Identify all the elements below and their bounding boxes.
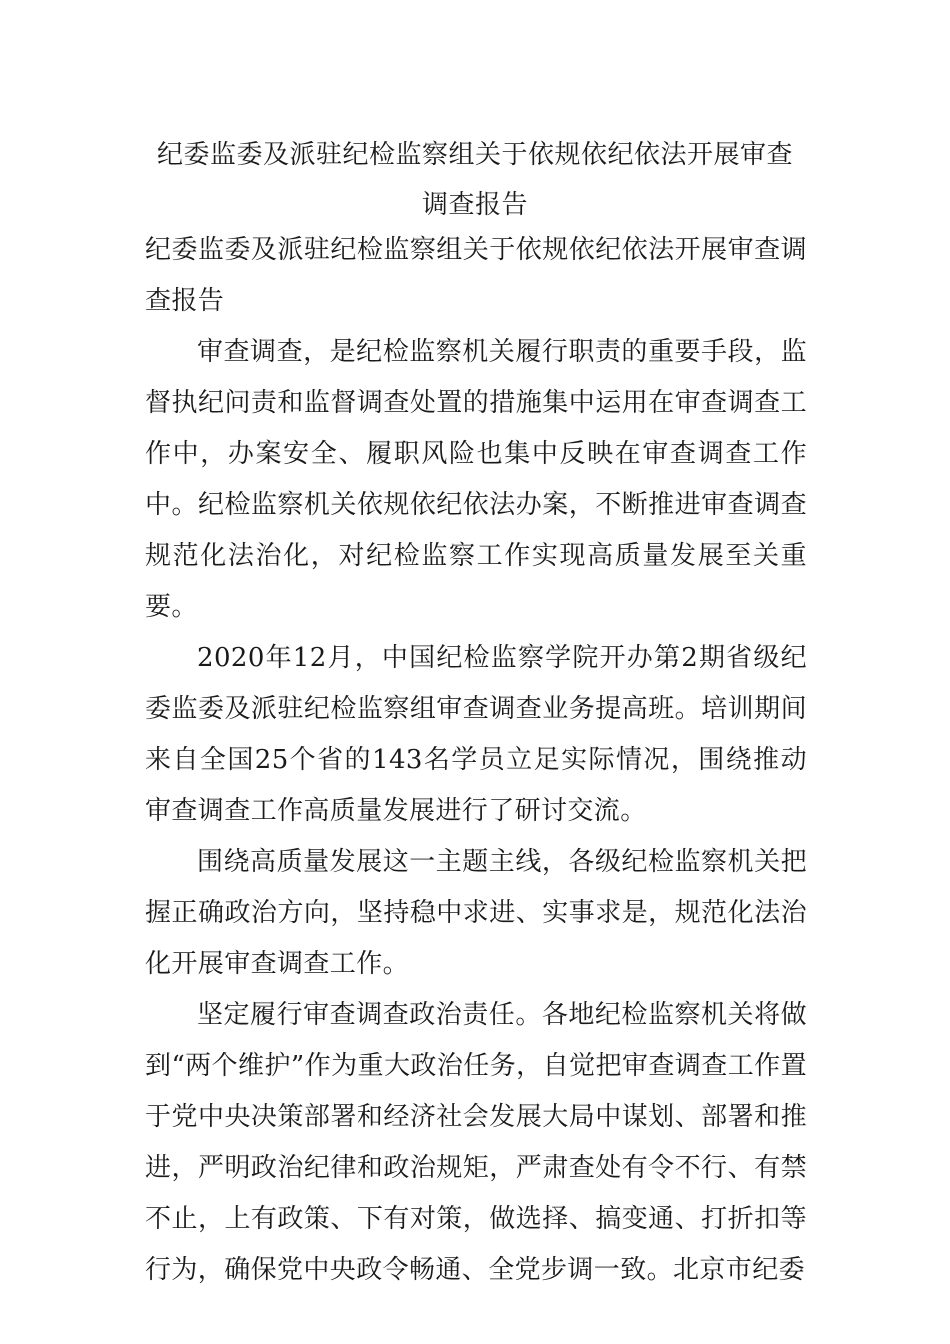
intro-paragraph: 审查调查，是纪检监察机关履行职责的重要手段，监督执纪问责和监督调查处置的措施集中运用在审查调查工作中，办案安全、履职风险也集中反映在审查调查工作中。纪检监察机关依规依纪依法办案，不断推进审查调查规范化法治化，对纪检监察工作实现高质量发展至关重要。	[145, 337, 807, 622]
document-body	[145, 225, 807, 1296]
document-title: 纪委监委及派驻纪检监察组关于依规依纪依法开展审查调查报告	[156, 140, 793, 220]
political-responsibility-paragraph: 坚定履行审查调查政治责任。各地纪检监察机关将做到“两个维护”作为重大政治任务，自觉把审查调查工作置于党中央决策部署和经济社会发展大局中谋划、部署和推进，严明政治纪律和政治规矩，严肃查处有令不行、有禁不止，上有政策、下有对策，做选择、搞变通、打折扣等行为，确保党中央政令畅通、全党步调一致。北京市纪委	[145, 1000, 807, 1285]
training-paragraph: 2020年12月，中国纪检监察学院开办第2期省级纪委监委及派驻纪检监察组审查调查业务提高班。培训期间来自全国25个省的143名学员立足实际情况，围绕推动审查调查工作高质量发展进行了研讨交流。	[145, 643, 807, 826]
theme-paragraph: 围绕高质量发展这一主题主线，各级纪检监察机关把握正确政治方向，坚持稳中求进、实事求是，规范化法治化开展审查调查工作。	[145, 847, 807, 979]
heading-repeat-paragraph: 纪委监委及派驻纪检监察组关于依规依纪依法开展审查调查报告	[145, 235, 807, 316]
